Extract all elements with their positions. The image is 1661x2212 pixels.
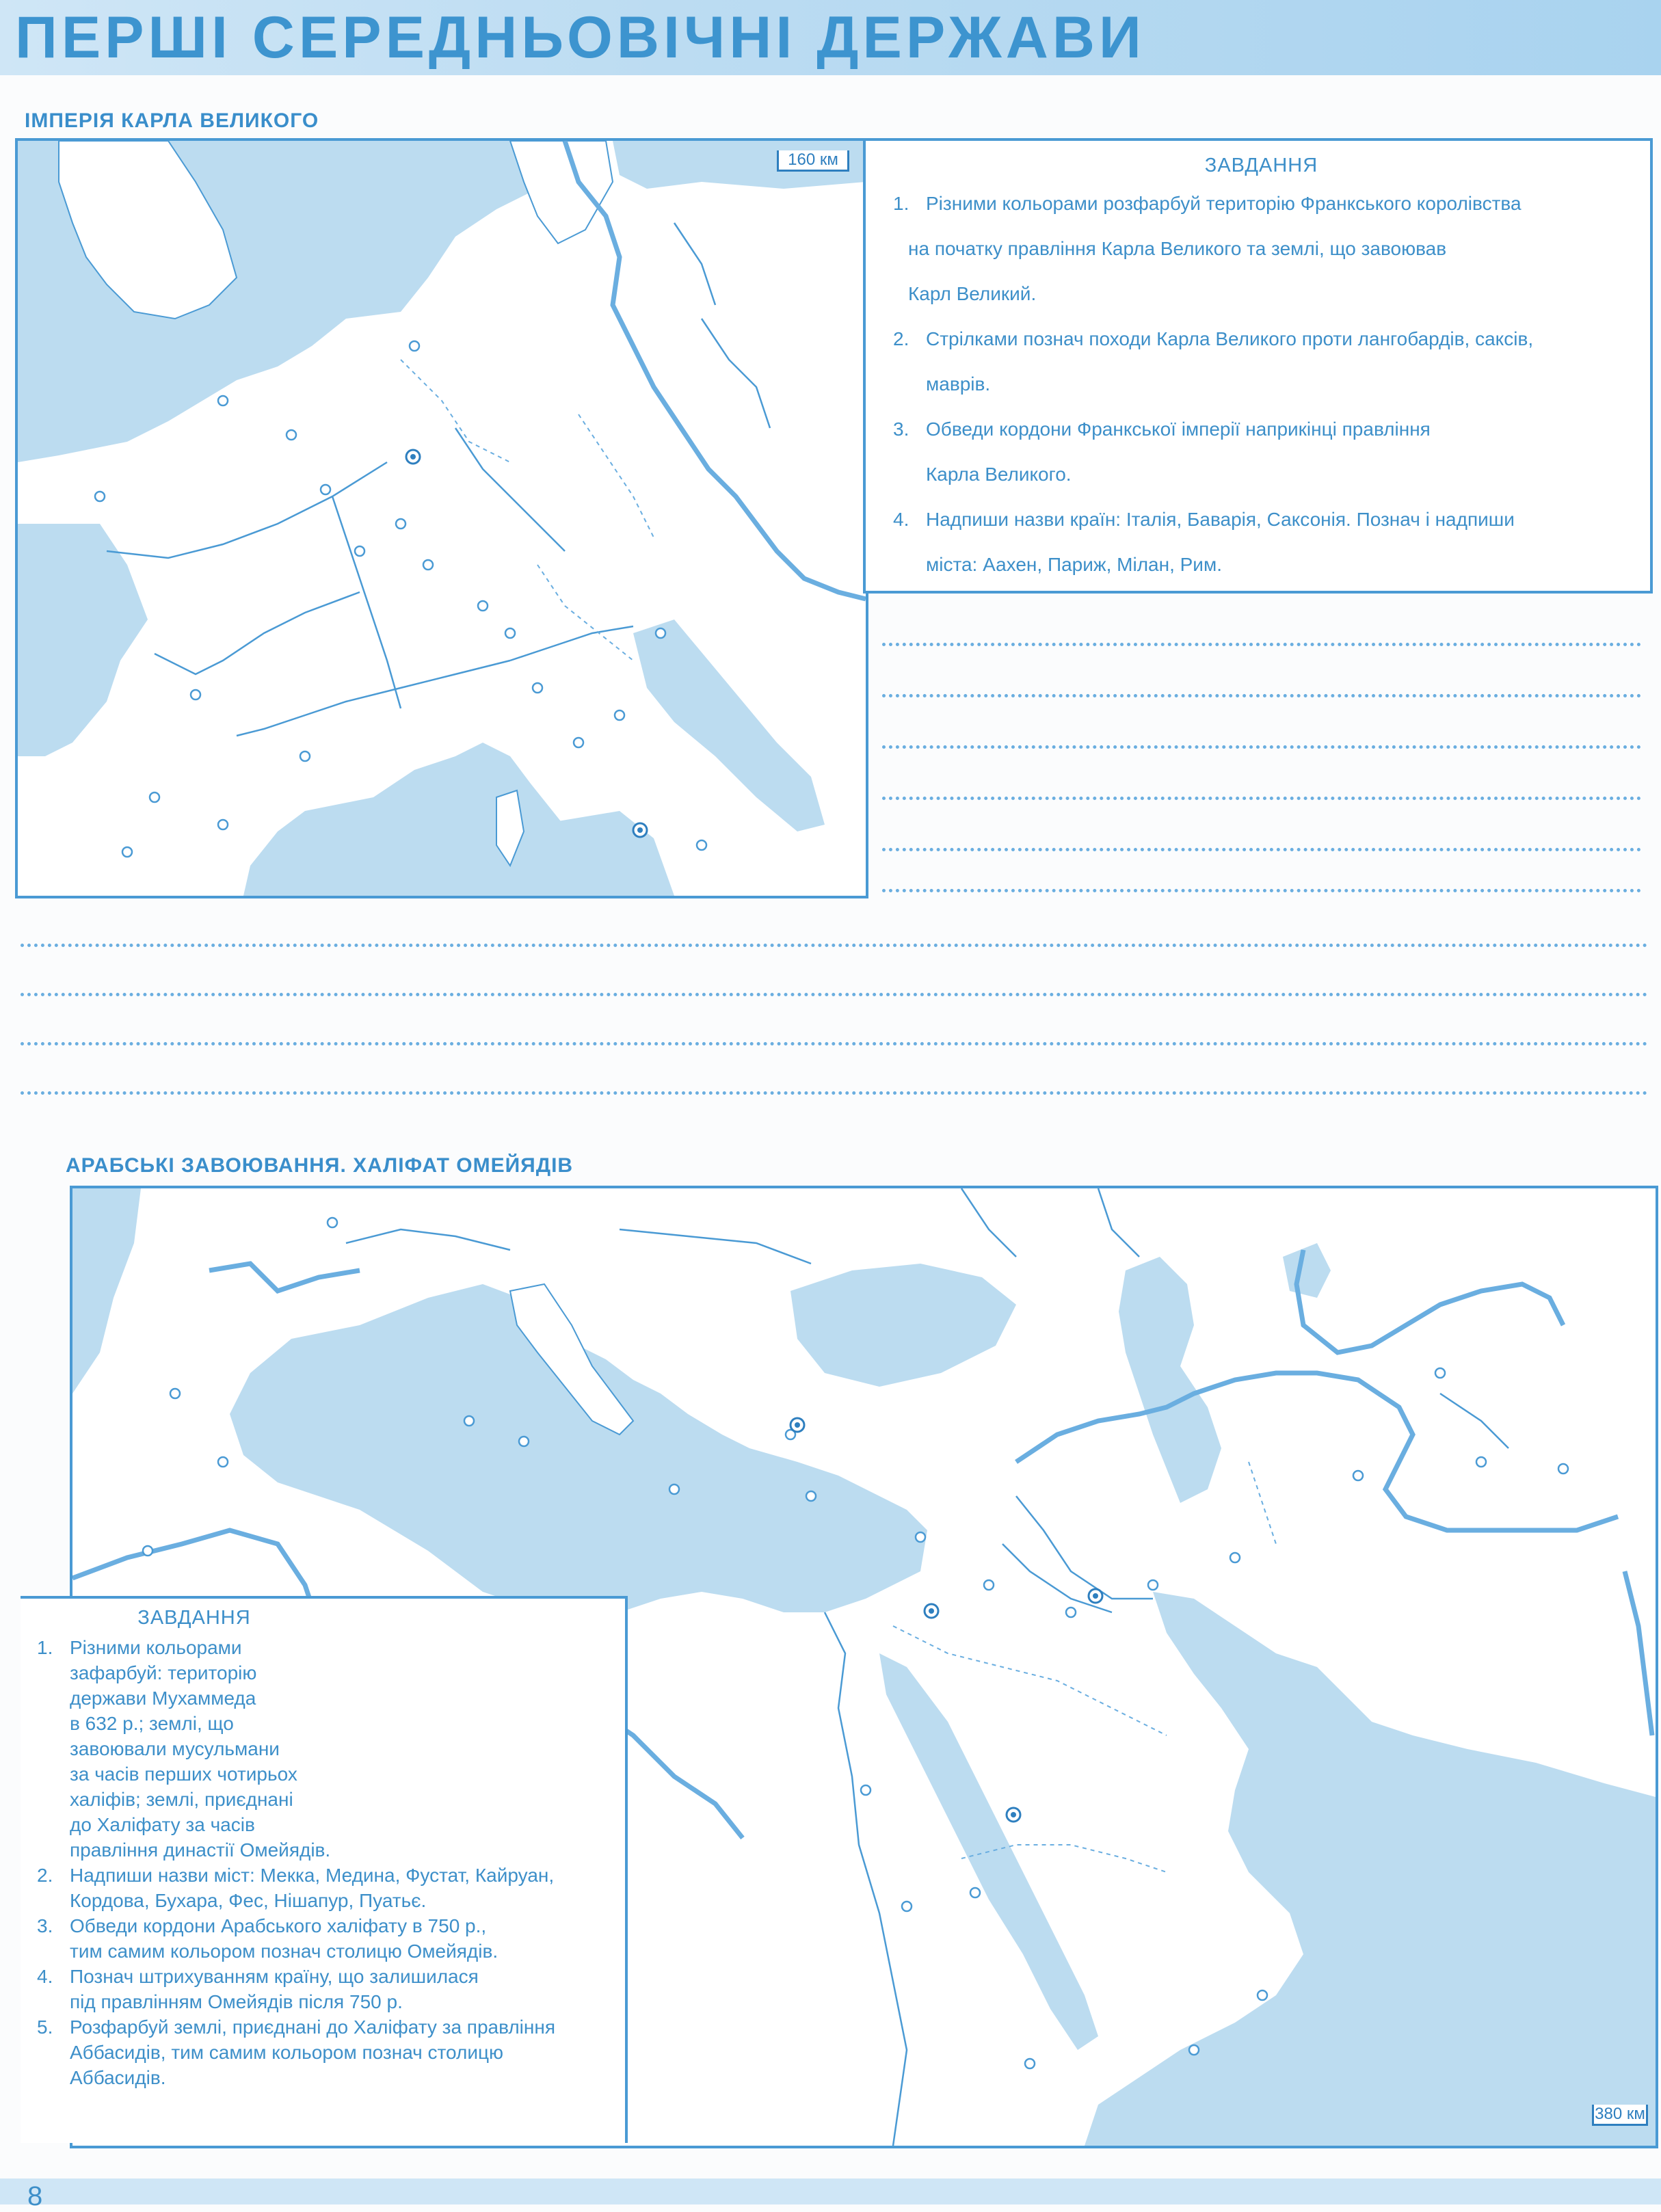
task-line: Обведи кордони Арабського халіфату в 750 р., <box>70 1915 487 1936</box>
map1-task-2 <box>893 317 1630 407</box>
task-number: 2. <box>37 1865 53 1886</box>
map1-capital-rome-dot <box>637 827 643 833</box>
task-line: Карла Великого. <box>926 464 1072 485</box>
map2-task-heading: ЗАВДАННЯ <box>137 1607 251 1629</box>
answer-line[interactable] <box>882 848 1641 851</box>
task-number: 5. <box>37 2016 53 2038</box>
map2-black-sea <box>790 1264 1016 1387</box>
answer-line[interactable] <box>882 797 1641 800</box>
answer-line[interactable] <box>882 694 1641 697</box>
map1-task-heading: ЗАВДАННЯ <box>1204 155 1318 176</box>
answer-line[interactable] <box>882 745 1641 749</box>
page-number: 8 <box>27 2181 43 2211</box>
map1-task-1 <box>893 181 1630 317</box>
map1-major-river <box>565 141 866 599</box>
bottom-band <box>0 2178 1661 2204</box>
map2-aral <box>1283 1243 1331 1298</box>
map1-task-box <box>863 138 1653 594</box>
map2-task-box <box>21 1596 628 2143</box>
map2-caspian <box>1119 1257 1221 1503</box>
map1-tyrrhenian <box>537 811 674 896</box>
map2-atlantic <box>72 1188 141 1394</box>
task-line: Надпиши назви міст: Мекка, Медина, Фустат, Кайруан, <box>70 1865 555 1886</box>
task-line: Аббасидів, тим самим кольором познач столицю <box>70 2042 504 2063</box>
task-line: завоювали мусульмани <box>70 1738 280 1759</box>
task-line: Обведи кордони Франкської імперії наприкінці правління <box>926 418 1431 440</box>
task-line: міста: Аахен, Париж, Мілан, Рим. <box>926 554 1222 575</box>
task-line: під правлінням Омейядів після 750 р. <box>70 1991 403 2012</box>
task-line: до Халіфату за часів <box>70 1814 255 1835</box>
answer-line[interactable] <box>21 1042 1648 1045</box>
map2-scale-bar <box>1592 2105 1648 2126</box>
map1-capital-dot <box>410 454 416 459</box>
task-number: 1. <box>37 1637 53 1658</box>
map1-task-list <box>893 181 1630 587</box>
task-line: маврів. <box>926 373 991 395</box>
map1-borders <box>401 360 654 661</box>
task-line: за часів перших чотирьох <box>70 1763 297 1785</box>
task-line: в 632 р.; землі, що <box>70 1713 234 1734</box>
task-line: правління династії Омейядів. <box>70 1839 331 1861</box>
task-number: 3. <box>37 1915 53 1936</box>
title-banner <box>0 0 1661 75</box>
map2-scale-label: 380 км <box>1595 2105 1645 2123</box>
task-line: Надпиши назви країн: Італія, Баварія, Саксонія. Познач і надпиши <box>926 509 1515 530</box>
task-line: держави Мухаммеда <box>70 1688 256 1709</box>
task-line: Кордова, Бухара, Фес, Нішапур, Пуатьє. <box>70 1890 427 1911</box>
page-title: ПЕРШІ СЕРЕДНЬОВІЧНІ ДЕРЖАВИ <box>15 5 1145 70</box>
task-number: 4. <box>37 1966 53 1987</box>
map1-task-4 <box>893 497 1630 587</box>
task-line: Різними кольорами <box>70 1637 242 1658</box>
answer-line[interactable] <box>21 1091 1648 1095</box>
task-number: 4. <box>893 509 909 530</box>
map2-task-5 <box>37 2014 614 2090</box>
task-number: 2. <box>893 328 909 349</box>
map2-task-2 <box>37 1863 614 1913</box>
task-line: зафарбуй: територію <box>70 1662 257 1683</box>
map2-title: АРАБСЬКІ ЗАВОЮВАННЯ. ХАЛІФАТ ОМЕЙЯДІВ <box>66 1154 574 1177</box>
task-line: Різними кольорами розфарбуй територію Франкського королівства <box>926 193 1522 214</box>
answer-line[interactable] <box>882 889 1641 892</box>
map1-scale-bar <box>777 150 849 172</box>
map2-arabian-sea <box>1085 1592 1656 2146</box>
map1-task-3 <box>893 407 1630 497</box>
map1-biscay <box>18 524 148 756</box>
map2-task-3 <box>37 1913 614 1964</box>
task-line: на початку правління Карла Великого та землі, що завоював <box>908 238 1447 259</box>
answer-line[interactable] <box>882 643 1641 646</box>
map1-scale-label: 160 км <box>788 150 838 169</box>
task-line: Познач штрихуванням країну, що залишилася <box>70 1966 479 1987</box>
task-line: халіфів; землі, приєднані <box>70 1789 293 1810</box>
answer-line[interactable] <box>21 993 1648 996</box>
task-number: 3. <box>893 418 909 440</box>
map1-svg <box>18 141 866 896</box>
task-line: Стрілками познач походи Карла Великого проти лангобардів, саксів, <box>926 328 1534 349</box>
map2-task-4 <box>37 1964 614 2014</box>
map2-task-list <box>37 1635 614 2090</box>
map1-charlemagne-empire <box>15 138 868 898</box>
task-line: Карл Великий. <box>908 283 1037 304</box>
map1-adriatic <box>633 619 825 831</box>
map2-task-1 <box>37 1635 614 1863</box>
task-number: 1. <box>893 193 909 214</box>
answer-line[interactable] <box>21 944 1648 947</box>
task-line: Розфарбуй землі, приєднані до Халіфату за правління <box>70 2016 555 2038</box>
task-line: тим самим кольором познач столицю Омейядів. <box>70 1941 499 1962</box>
map1-title: ІМПЕРІЯ КАРЛА ВЕЛИКОГО <box>25 109 319 132</box>
task-line: Аббасидів. <box>70 2067 166 2088</box>
